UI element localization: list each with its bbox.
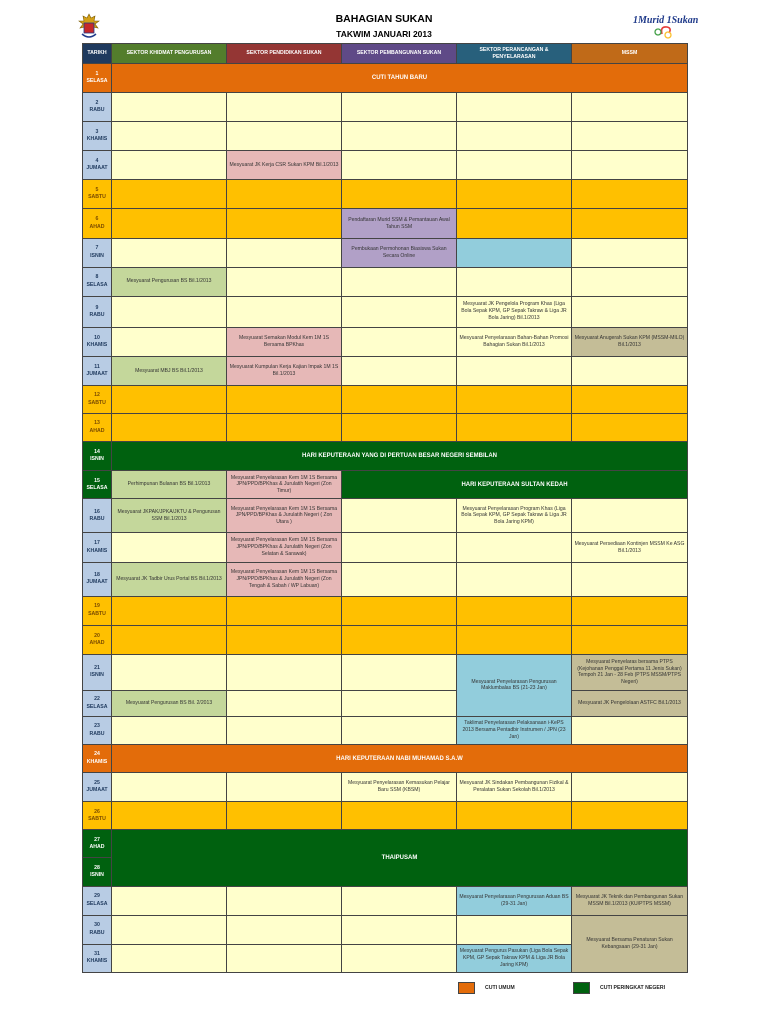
- date-cell: 26 SABTU: [83, 802, 112, 830]
- event-cell: [342, 533, 457, 562]
- event-cell: [227, 180, 342, 209]
- date-cell: 12 SABTU: [83, 386, 112, 414]
- event-cell: [342, 596, 457, 625]
- event-cell: [572, 180, 688, 209]
- event-cell: Taklimat Penyelarasan Pelaksanaan i-KePS 2013 Bersama Pentadbir Instrumen / JPN (23 Jan): [457, 717, 572, 745]
- event-cell: Mesyuarat Penyelarasan Kem 1M 1S Bersama JPN/PPD/BPKhas & Jurulatih Negeri (Zon Timur): [227, 471, 342, 499]
- event-cell: [227, 717, 342, 745]
- date-cell: 25 JUMAAT: [83, 773, 112, 802]
- event-cell: [342, 625, 457, 654]
- event-cell: [572, 414, 688, 442]
- event-cell: [572, 625, 688, 654]
- date-cell: 1 SELASA: [83, 64, 112, 93]
- holiday-banner: HARI KEPUTERAAN NABI MUHAMAD S.A.W: [112, 745, 688, 773]
- event-cell: [112, 327, 227, 356]
- event-cell: [227, 386, 342, 414]
- event-cell: [227, 267, 342, 296]
- event-cell: [112, 414, 227, 442]
- holiday-banner: CUTI TAHUN BARU: [112, 64, 688, 93]
- legend-swatch-cuti-umum: [458, 982, 475, 994]
- event-cell: Mesyuarat Anugerah Sukan KPM (MSSM-MILO) Bil.1/2013: [572, 327, 688, 356]
- date-cell: 3 KHAMIS: [83, 122, 112, 151]
- col-header-mssm: MSSM: [572, 44, 688, 64]
- event-cell: [457, 533, 572, 562]
- event-cell: [112, 886, 227, 915]
- event-cell: [227, 93, 342, 122]
- event-cell: [572, 122, 688, 151]
- col-header-pendidikan-sukan: SEKTOR PENDIDIKAN SUKAN: [227, 44, 342, 64]
- calendar-table: [82, 43, 688, 973]
- event-cell: [227, 773, 342, 802]
- event-cell: [227, 238, 342, 267]
- date-cell: 24 KHAMIS: [83, 745, 112, 773]
- holiday-banner: HARI KEPUTERAAN SULTAN KEDAH: [342, 471, 688, 499]
- date-cell: 4 JUMAAT: [83, 151, 112, 180]
- event-cell: [457, 562, 572, 596]
- date-cell: 9 RABU: [83, 296, 112, 327]
- event-cell: [112, 238, 227, 267]
- event-cell: [342, 886, 457, 915]
- event-cell: [112, 944, 227, 972]
- event-cell: [457, 180, 572, 209]
- event-cell: Mesyuarat JK Teknik dan Pembangunan Sukan MSSM Bil.1/2013 (KU/PTPS MSSM): [572, 886, 688, 915]
- event-cell: [112, 209, 227, 238]
- event-cell: Mesyuarat Penyelarasan Kemasukan Pelajar Baru SSM (KBSM): [342, 773, 457, 802]
- event-cell: [457, 356, 572, 385]
- event-cell: [342, 915, 457, 944]
- date-cell: 15 SELASA: [83, 471, 112, 499]
- event-cell: [342, 562, 457, 596]
- event-cell: Mesyuarat JK Sindakan Pembangunan Fizikal & Peralatan Sukan Sekolah Bil.1/2013: [457, 773, 572, 802]
- 1murid-1sukan-logo: [632, 10, 699, 40]
- event-cell: [457, 151, 572, 180]
- event-cell: [457, 122, 572, 151]
- event-cell: [227, 802, 342, 830]
- event-cell: [227, 654, 342, 690]
- event-cell: [227, 596, 342, 625]
- event-cell: [112, 717, 227, 745]
- date-cell: 14 ISNIN: [83, 442, 112, 471]
- date-cell: 30 RABU: [83, 915, 112, 944]
- event-cell: Mesyuarat JK Pengelolaan ASTFC Bil.1/2013: [572, 690, 688, 716]
- event-cell: [572, 238, 688, 267]
- event-cell: Mesyuarat Penyelarasan Kem 1M 1S Bersama JPN/PPD/BPKhas & Jurulatih Negeri ( Zon Utara ): [227, 499, 342, 533]
- event-cell: [342, 414, 457, 442]
- event-cell: [342, 690, 457, 716]
- date-cell: 5 SABTU: [83, 180, 112, 209]
- event-cell: [342, 267, 457, 296]
- holiday-banner: HARI KEPUTERAAN YANG DI PERTUAN BESAR NEGERI SEMBILAN: [112, 442, 688, 471]
- event-cell: [457, 915, 572, 944]
- event-cell: [227, 414, 342, 442]
- event-cell: [572, 773, 688, 802]
- date-cell: 7 ISNIN: [83, 238, 112, 267]
- event-cell: [572, 356, 688, 385]
- event-cell: Mesyuarat Kumpulan Kerja Kajian Impak 1M 1S Bil.1/2013: [227, 356, 342, 385]
- event-cell: Mesyuarat JKPAK/JPKA/JKTU & Pengurusan SSM Bil.1/2013: [112, 499, 227, 533]
- event-cell: [342, 499, 457, 533]
- event-cell: [112, 625, 227, 654]
- event-cell: [342, 151, 457, 180]
- date-cell: 21 ISNIN: [83, 654, 112, 690]
- event-cell: Pendaftaran Murid SSM & Pemantauan Awal Tahun SSM: [342, 209, 457, 238]
- event-cell: [342, 717, 457, 745]
- event-cell: [112, 296, 227, 327]
- date-cell: 8 SELASA: [83, 267, 112, 296]
- date-cell: 22 SELASA: [83, 690, 112, 716]
- date-cell: 28 ISNIN: [83, 858, 112, 886]
- event-cell: [572, 562, 688, 596]
- event-cell: [342, 296, 457, 327]
- event-cell: [342, 802, 457, 830]
- event-cell: Perhimpunan Bulanan BS Bil.1/2013: [112, 471, 227, 499]
- event-cell: [227, 690, 342, 716]
- event-cell: [227, 209, 342, 238]
- event-cell: [572, 296, 688, 327]
- event-cell: Mesyuarat Penyelaras bersama PTPS (Kejohanan Penggal Pertama 11 Jenis Sukan) Tempoh 21 Jan - 28 Feb (PTPS MSSM/PTPS Negeri): [572, 654, 688, 690]
- event-cell: [227, 122, 342, 151]
- event-cell: [342, 356, 457, 385]
- date-cell: 13 AHAD: [83, 414, 112, 442]
- event-cell: [342, 654, 457, 690]
- date-cell: 2 RABU: [83, 93, 112, 122]
- event-cell: Mesyuarat Penyelarasan Pengurusan Aduan BS (29-31 Jan): [457, 886, 572, 915]
- event-cell: [572, 151, 688, 180]
- event-cell: Mesyuarat JK Tadbir Urus Portal BS Bil.1/2013: [112, 562, 227, 596]
- event-cell: [572, 267, 688, 296]
- event-cell: Mesyuarat Penyelarasan Pengurusan Maklumbalas BS (21-23 Jan): [457, 654, 572, 716]
- event-cell: [227, 915, 342, 944]
- date-cell: 18 JUMAAT: [83, 562, 112, 596]
- date-cell: 20 AHAD: [83, 625, 112, 654]
- event-cell: [572, 596, 688, 625]
- event-cell: [457, 238, 572, 267]
- event-cell: Mesyuarat Penyelarasan Kem 1M 1S Bersama JPN/PPD/BPKhas & Jurulatih Negeri (Zon Selatan & Sarawak): [227, 533, 342, 562]
- event-cell: Mesyuarat Pengurus Pasukan (Liga Bola Sepak KPM, GP Sepak Takraw KPM & Liga JR Bola Jaring KPM): [457, 944, 572, 972]
- event-cell: Mesyuarat Bersama Penaturan Sukan Kebangsaan (29-31 Jan): [572, 915, 688, 972]
- event-cell: Mesyuarat Pengurusan BS Bil.1/2013: [112, 267, 227, 296]
- event-cell: [457, 414, 572, 442]
- event-cell: [227, 944, 342, 972]
- event-cell: Pembukaan Permohonan Biasiswa Sukan Secara Online: [342, 238, 457, 267]
- event-cell: [227, 296, 342, 327]
- event-cell: [572, 499, 688, 533]
- event-cell: [112, 773, 227, 802]
- date-cell: 27 AHAD: [83, 830, 112, 858]
- page-subtitle: TAKWIM JANUARI 2013: [336, 29, 432, 39]
- event-cell: Mesyuarat JK Kerja CSR Sukan KPM Bil.1/2013: [227, 151, 342, 180]
- event-cell: Mesyuarat Penyelarasan Kem 1M 1S Bersama JPN/PPD/BPKhas & Jurulatih Negeri (Zon Tengah & Sabah / WP Labuan): [227, 562, 342, 596]
- legend-label-cuti-negeri: CUTI PERINGKAT NEGERI: [600, 985, 666, 991]
- event-cell: [457, 267, 572, 296]
- date-cell: 23 RABU: [83, 717, 112, 745]
- event-cell: [227, 625, 342, 654]
- event-cell: [342, 122, 457, 151]
- event-cell: [112, 386, 227, 414]
- event-cell: Mesyuarat Penyelarasan Bahan-Bahan Promosi Bahagian Sukan Bil.1/2013: [457, 327, 572, 356]
- event-cell: [112, 596, 227, 625]
- holiday-banner: THAIPUSAM: [112, 830, 688, 886]
- date-cell: 6 AHAD: [83, 209, 112, 238]
- col-header-tarikh: TARIKH: [83, 44, 112, 64]
- event-cell: [572, 209, 688, 238]
- col-header-perancangan-penyelarasan: SEKTOR PERANCANGAN & PENYELARASAN: [457, 44, 572, 64]
- legend-swatch-cuti-negeri: [573, 982, 590, 994]
- event-cell: [112, 915, 227, 944]
- event-cell: [572, 802, 688, 830]
- legend-label-cuti-umum: CUTI UMUM: [485, 985, 515, 991]
- date-cell: 17 KHAMIS: [83, 533, 112, 562]
- date-cell: 16 RABU: [83, 499, 112, 533]
- event-cell: [572, 386, 688, 414]
- event-cell: Mesyuarat JK Pengelola Program Khas (Liga Bola Sepak KPM, GP Sepak Takraw & Liga JR Bola Jaring) Bil.1/2013: [457, 296, 572, 327]
- event-cell: Mesyuarat Persediaan Kontinjen MSSM Ke ASG Bil.1/2013: [572, 533, 688, 562]
- event-cell: [572, 717, 688, 745]
- date-cell: 11 JUMAAT: [83, 356, 112, 385]
- event-cell: [112, 93, 227, 122]
- svg-text:1Murid 1Sukan: 1Murid 1Sukan: [633, 15, 699, 26]
- date-cell: 29 SELASA: [83, 886, 112, 915]
- event-cell: [112, 151, 227, 180]
- event-cell: [457, 625, 572, 654]
- event-cell: Mesyuarat Penyelarasan Program Khas (Liga Bola Sepak KPM, GP Sepak Takraw & Liga JR Bola Jaring KPM): [457, 499, 572, 533]
- event-cell: Mesyuarat MBJ BS Bil.1/2013: [112, 356, 227, 385]
- event-cell: [112, 122, 227, 151]
- event-cell: [342, 327, 457, 356]
- event-cell: [112, 180, 227, 209]
- event-cell: Mesyuarat Semakan Modul Kem 1M 1S Bersama BPKhas: [227, 327, 342, 356]
- event-cell: [112, 802, 227, 830]
- event-cell: [457, 386, 572, 414]
- event-cell: [457, 209, 572, 238]
- event-cell: [457, 596, 572, 625]
- event-cell: [342, 180, 457, 209]
- event-cell: [342, 93, 457, 122]
- event-cell: [112, 654, 227, 690]
- event-cell: [342, 944, 457, 972]
- event-cell: [572, 93, 688, 122]
- event-cell: [457, 93, 572, 122]
- event-cell: [342, 386, 457, 414]
- event-cell: [457, 802, 572, 830]
- event-cell: Mesyuarat Pengurusan BS Bil. 2/2013: [112, 690, 227, 716]
- event-cell: [112, 533, 227, 562]
- event-cell: [227, 886, 342, 915]
- page-title: BAHAGIAN SUKAN: [335, 13, 433, 25]
- col-header-pembangunan-sukan: SEKTOR PEMBANGUNAN SUKAN: [342, 44, 457, 64]
- col-header-khidmat-pengurusan: SEKTOR KHIDMAT PENGURUSAN: [112, 44, 227, 64]
- date-cell: 10 KHAMIS: [83, 327, 112, 356]
- date-cell: 19 SABTU: [83, 596, 112, 625]
- date-cell: 31 KHAMIS: [83, 944, 112, 972]
